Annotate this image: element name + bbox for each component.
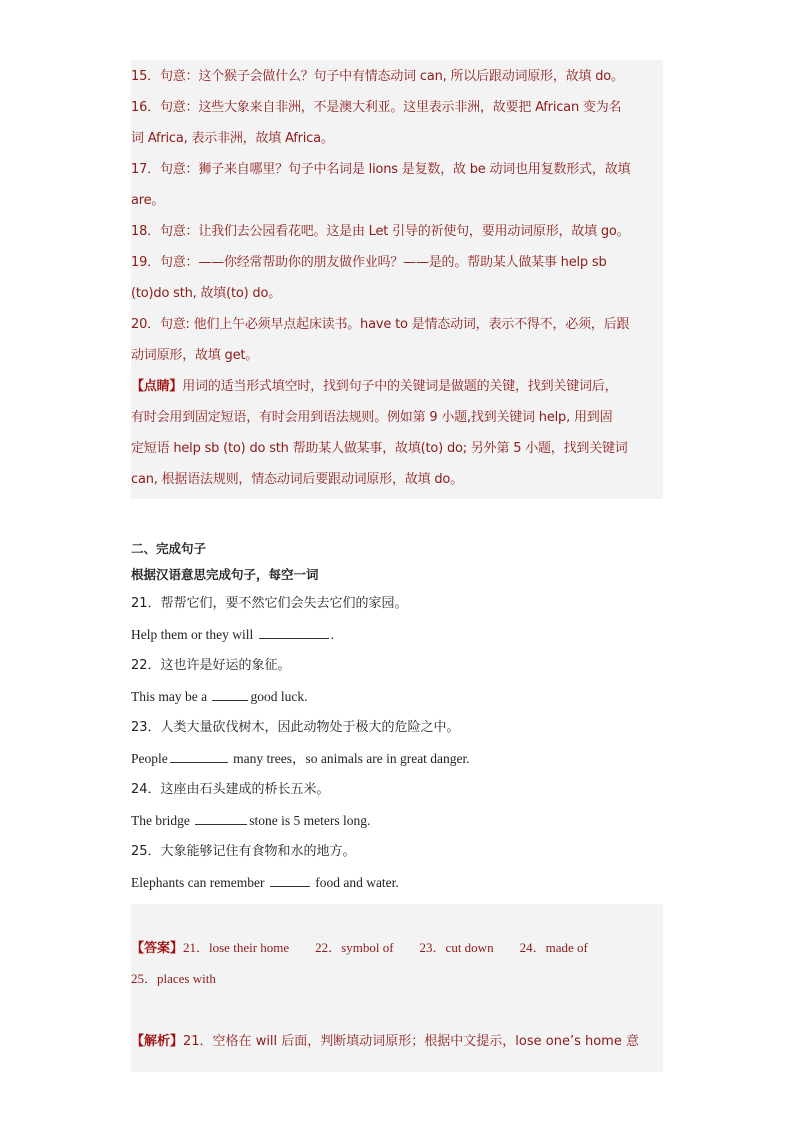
explanation-line: 词 Africa, 表示非洲，故填 Africa。 — [131, 131, 334, 146]
question-sentence — [131, 681, 663, 712]
question-prompt: 24．这座由石头建成的桥长五米。 — [131, 782, 330, 797]
answer-item: 24．made of — [519, 940, 588, 955]
sentence-start: Help them or they will — [131, 627, 257, 642]
tip-text: 用词的适当形式填空时，找到句子中的关键词是做题的关键，找到关键词后， — [182, 379, 618, 394]
tip-line: can, 根据语法规则，情态动词后要跟动词原形，故填 do。 — [131, 472, 463, 487]
explanation-line: 20．句意: 他们上午必须早点起床读书。have to 是情态动词，表示不得不，必须，后跟 — [131, 317, 630, 332]
sentence-end: stone is 5 meters long. — [249, 813, 371, 828]
answer-item: 22．symbol of — [315, 940, 394, 955]
sentence-start: People — [131, 751, 168, 766]
answer-blank[interactable] — [270, 872, 310, 887]
explanation-line: 18．句意：让我们去公园看花吧。这是由 Let 引导的祈使句，要用动词原形，故填 go。 — [131, 224, 630, 239]
section-title: 二、完成句子 — [131, 541, 207, 556]
question-sentence — [131, 619, 663, 650]
sentence-start: Elephants can remember — [131, 875, 268, 890]
answer-blank[interactable] — [170, 748, 228, 763]
explanation-line: 17．句意：狮子来自哪里？句子中名词是 lions 是复数，故 be 动词也用复数形式，故填 — [131, 162, 631, 177]
answer-line: 25．places with — [131, 971, 216, 986]
explanation-line: 19．句意：——你经常帮助你的朋友做作业吗？——是的。帮助某人做某事 help sb — [131, 255, 607, 270]
explanation-line: 动词原形，故填 get。 — [131, 348, 259, 363]
tip-line — [131, 371, 663, 402]
section-instruction: 根据汉语意思完成句子，每空一词 — [131, 567, 319, 582]
question-prompt: 23．人类大量砍伐树木，因此动物处于极大的危险之中。 — [131, 720, 460, 735]
document-page — [131, 60, 663, 1072]
explanation-line: are。 — [131, 193, 165, 208]
answer-blank[interactable] — [259, 624, 329, 639]
question-prompt: 22．这也许是好运的象征。 — [131, 658, 291, 673]
question-sentence — [131, 743, 663, 774]
question-sentence — [131, 867, 663, 898]
answer-label: 【答案】 — [131, 941, 184, 956]
tip-line: 定短语 help sb (to) do sth 帮助某人做某事，故填(to) do; 另外第 5 小题，找到关键词 — [131, 441, 628, 456]
sentence-end: . — [330, 627, 334, 642]
question-prompt: 25．大象能够记住有食物和水的地方。 — [131, 844, 356, 859]
explanation-line: (to)do sth, 故填(to) do。 — [131, 286, 282, 301]
sentence-end: food and water. — [311, 875, 399, 890]
analysis-block — [131, 1010, 663, 1072]
analysis-text: 21．空格在 will 后面，判断填动词原形；根据中文提示，lose one’s home 意 — [183, 1034, 639, 1049]
answer-item: 21．lose their home — [183, 940, 290, 955]
analysis-label: 【解析】 — [131, 1034, 184, 1049]
tip-label: 【点睛】 — [131, 379, 183, 394]
sentence-start: The bridge — [131, 813, 194, 828]
answer-line — [131, 932, 663, 963]
explanation-line: 15．句意：这个猴子会做什么？句子中有情态动词 can, 所以后跟动词原形，故填 do。 — [131, 69, 624, 84]
sentence-end: good luck. — [250, 689, 308, 704]
question-prompt: 21．帮帮它们，要不然它们会失去它们的家园。 — [131, 596, 408, 611]
answer-item: 23．cut down — [419, 940, 494, 955]
answer-blank[interactable] — [212, 686, 248, 701]
explanation-block — [131, 60, 663, 499]
sentence-start: This may be a — [131, 689, 211, 704]
analysis-line — [131, 1026, 663, 1057]
question-sentence — [131, 805, 663, 836]
explanation-line: 16．句意：这些大象来自非洲，不是澳大利亚。这里表示非洲，故要把 African 变为名 — [131, 100, 622, 115]
sentence-end: many trees，so animals are in great danger. — [229, 751, 470, 766]
answer-block — [131, 904, 663, 1010]
tip-line: 有时会用到固定短语，有时会用到语法规则。例如第 9 小题,找到关键词 help, 用到固 — [131, 410, 613, 425]
section-complete-sentences — [131, 536, 663, 898]
answer-blank[interactable] — [195, 810, 247, 825]
